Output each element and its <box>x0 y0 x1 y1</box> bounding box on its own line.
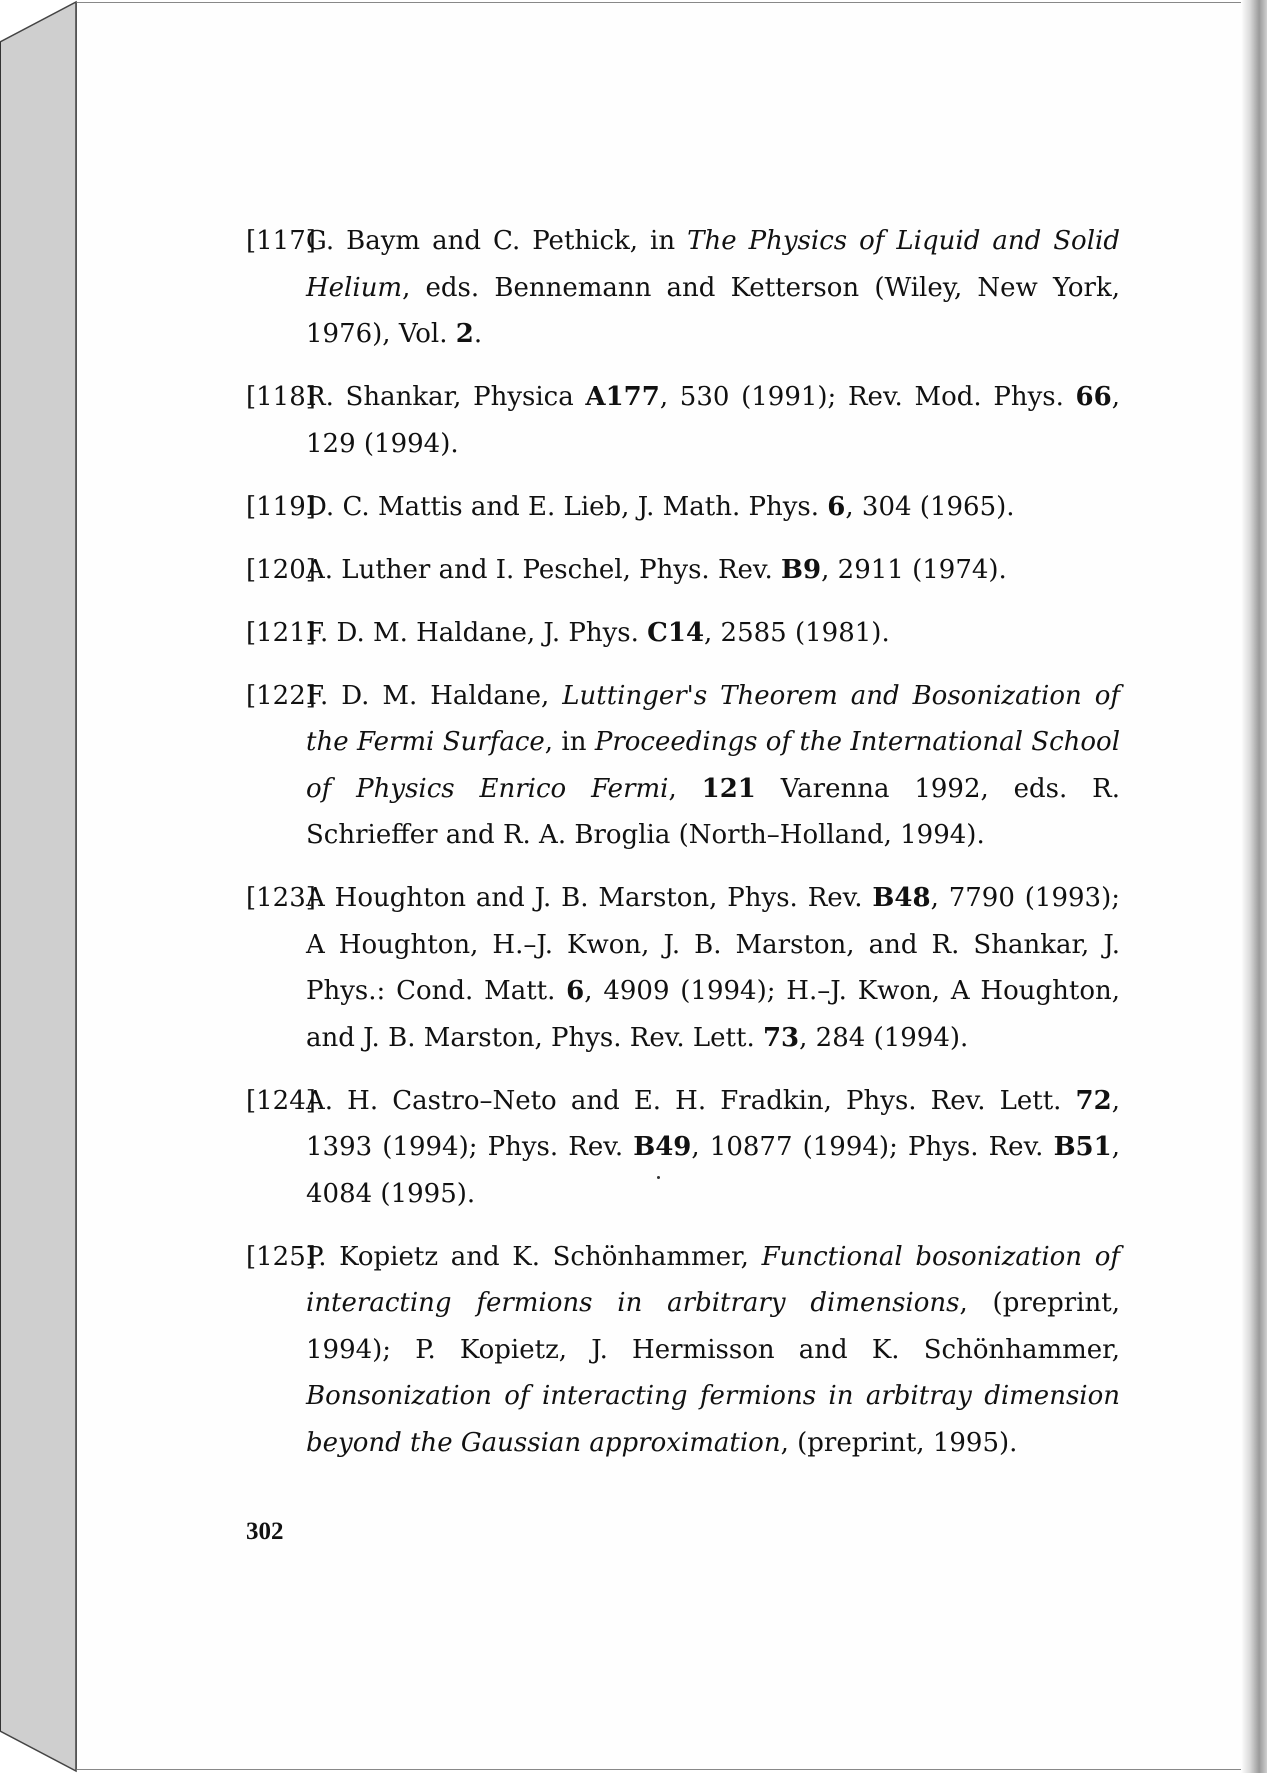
reference-text-segment: F. D. M. Haldane, <box>306 680 563 711</box>
reference-text <box>306 547 1120 594</box>
reference-number: [117] <box>246 226 316 256</box>
reference-text-segment: . <box>473 319 483 349</box>
reference-title-italic: Luttinger's Theorem and Bosonization of the Fermi Surface <box>306 680 1120 757</box>
reference-volume-bold: B49 <box>633 1132 692 1162</box>
reference-item <box>246 374 1120 467</box>
reference-volume-bold: 121 <box>701 773 756 804</box>
reference-item <box>246 484 1120 531</box>
reference-text <box>306 673 1120 859</box>
reference-text-segment: , 284 (1994). <box>799 1022 969 1053</box>
reference-volume-bold: B51 <box>1053 1132 1112 1162</box>
reference-text-segment: , (preprint, 1995). <box>780 1427 1018 1458</box>
reference-volume-bold: 6 <box>827 491 846 522</box>
reference-text <box>306 875 1120 1061</box>
reference-title-italic: The Physics of Liquid and Solid Helium <box>306 226 1120 303</box>
reference-text-segment: Varenna 1992, eds. R. Schrieffer and R. A. Broglia (North–Holland, 1994). <box>306 773 1121 850</box>
reference-text-segment: , 129 (1994). <box>306 382 1120 459</box>
reference-item <box>246 547 1120 594</box>
reference-text-segment: A. H. Castro–Neto and E. H. Fradkin, Phys. Rev. Lett. <box>306 1085 1076 1116</box>
reference-text <box>306 1078 1120 1218</box>
reference-volume-bold: A177 <box>585 382 660 412</box>
reference-text <box>306 484 1120 531</box>
reference-item <box>246 1078 1120 1218</box>
reference-item <box>246 1234 1120 1467</box>
reference-volume-bold: 73 <box>762 1022 800 1053</box>
reference-text-segment: , 7790 (1993); A Houghton, H.–J. Kwon, J. B. Marston, and R. Shankar, J. Phys.: Cond. Matt. <box>306 883 1120 1006</box>
book-spine <box>0 0 80 1773</box>
reference-text-segment: , 4909 (1994); H.–J. Kwon, A Houghton, and J. B. Marston, Phys. Rev. Lett. <box>306 976 1120 1053</box>
reference-text-segment: , 10877 (1994); Phys. Rev. <box>691 1132 1054 1162</box>
reference-volume-bold: C14 <box>647 617 705 648</box>
reference-item <box>246 673 1120 859</box>
reference-title-italic: Bonsonization of interacting fermions in arbitray dimension beyond the Gaussian approximation <box>306 1381 1120 1458</box>
reference-text-segment: D. C. Mattis and E. Lieb, J. Math. Phys. <box>306 491 828 522</box>
reference-volume-bold: 66 <box>1075 382 1112 412</box>
reference-title-italic: Functional bosonization of interacting fermions in arbitrary dimensions <box>306 1241 1120 1318</box>
reference-text-segment: , 304 (1965). <box>845 491 1015 522</box>
reference-text-segment: , 2911 (1974). <box>821 554 1007 585</box>
reference-text-segment: , eds. Bennemann and Ketterson (Wiley, New York, 1976), Vol. <box>306 272 1120 349</box>
reference-text <box>306 1234 1120 1467</box>
reference-text-segment: , in <box>544 727 595 757</box>
reference-text-segment: A. Luther and I. Peschel, Phys. Rev. <box>306 554 782 585</box>
reference-text-segment: G. Baym and C. Pethick, in <box>306 226 688 256</box>
reference-text-segment: , 4084 (1995). <box>306 1132 1120 1209</box>
reference-number: [124] <box>246 1085 316 1116</box>
reference-volume-bold: B48 <box>872 883 931 913</box>
reference-number: [119] <box>246 491 316 522</box>
reference-text <box>306 218 1120 358</box>
reference-text <box>306 610 1120 657</box>
reference-text-segment: , 530 (1991); Rev. Mod. Phys. <box>659 382 1076 412</box>
reference-number: [122] <box>246 680 316 711</box>
print-speck <box>657 1176 660 1179</box>
reference-title-italic: Proceedings of the International School of Physics Enrico Fermi <box>306 727 1121 804</box>
reference-number: [123] <box>246 883 316 913</box>
reference-text-segment: R. Shankar, Physica <box>306 382 586 412</box>
reference-volume-bold: B9 <box>781 554 822 585</box>
reference-number: [120] <box>246 554 316 585</box>
reference-item <box>246 218 1120 358</box>
reference-item <box>246 875 1120 1061</box>
reference-text-segment: F. D. M. Haldane, J. Phys. <box>306 617 648 648</box>
reference-number: [125] <box>246 1241 316 1272</box>
page-edge-shadow <box>1241 0 1267 1773</box>
reference-item <box>246 610 1120 657</box>
page-number: 302 <box>246 1518 284 1545</box>
reference-text-segment: , (preprint, 1994); P. Kopietz, J. Hermisson and K. Schönhammer, <box>306 1288 1120 1365</box>
reference-volume-bold: 6 <box>566 976 585 1006</box>
reference-text <box>306 374 1120 467</box>
reference-text-segment: , <box>668 773 702 804</box>
reference-number: [118] <box>246 382 316 412</box>
reference-text-segment: P. Kopietz and K. Schönhammer, <box>306 1241 762 1272</box>
reference-text-segment: A Houghton and J. B. Marston, Phys. Rev. <box>306 883 873 913</box>
reference-volume-bold: 2 <box>455 319 474 349</box>
reference-volume-bold: 72 <box>1075 1085 1112 1116</box>
reference-list <box>246 218 1120 1483</box>
reference-text-segment: , 2585 (1981). <box>704 617 890 648</box>
reference-number: [121] <box>246 617 316 648</box>
reference-text-segment: , 1393 (1994); Phys. Rev. <box>306 1085 1120 1162</box>
